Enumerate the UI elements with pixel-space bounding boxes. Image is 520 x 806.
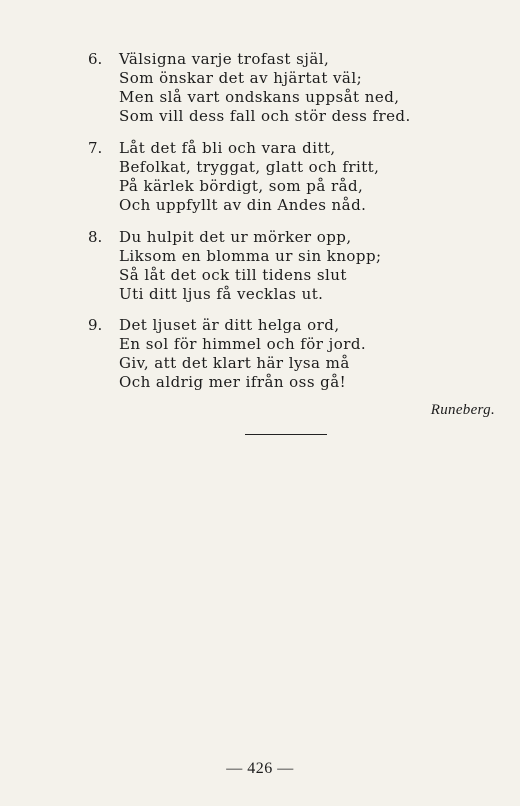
page-number: — 426 — [226, 760, 294, 777]
verse-line: Giv, att det klart här lysa må [119, 354, 350, 372]
verse-line: Och aldrig mer ifrån oss gå! [119, 373, 347, 391]
verse-line: Välsigna varje trofast själ, [119, 50, 330, 68]
stanza-number: 6. [88, 50, 103, 68]
stanza-lines [119, 228, 382, 304]
verse-line: Du hulpit det ur mörker opp, [119, 228, 352, 246]
verse-line: Men slå vart ondskans uppsåt ned, [119, 88, 400, 106]
verse-line: Låt det få bli och vara ditt, [119, 139, 336, 157]
stanza-number: 8. [88, 228, 103, 246]
verse-line: Och uppfyllt av din Andes nåd. [119, 196, 367, 214]
verse-line: Som vill dess fall och stör dess fred. [119, 107, 411, 125]
verse-line: Det ljuset är ditt helga ord, [119, 316, 340, 334]
verse-line: På kärlek bördigt, som på råd, [119, 177, 364, 195]
verse-line: Befolkat, tryggat, glatt och fritt, [119, 158, 380, 176]
verse-line: Så låt det ock till tidens slut [119, 266, 347, 284]
author-signature: Runeberg. [430, 402, 495, 418]
stanza-lines [119, 316, 366, 392]
stanza-lines [119, 139, 379, 215]
verse-line: Uti ditt ljus få vecklas ut. [119, 285, 324, 303]
verse-line: En sol för himmel och för jord. [119, 335, 367, 353]
stanza-number: 9. [88, 316, 103, 334]
section-divider [245, 434, 327, 435]
stanza-lines [119, 50, 411, 126]
stanza-number: 7. [88, 139, 103, 157]
verse-line: Liksom en blomma ur sin knopp; [119, 247, 382, 265]
verse-line: Som önskar det av hjärtat väl; [119, 69, 363, 87]
